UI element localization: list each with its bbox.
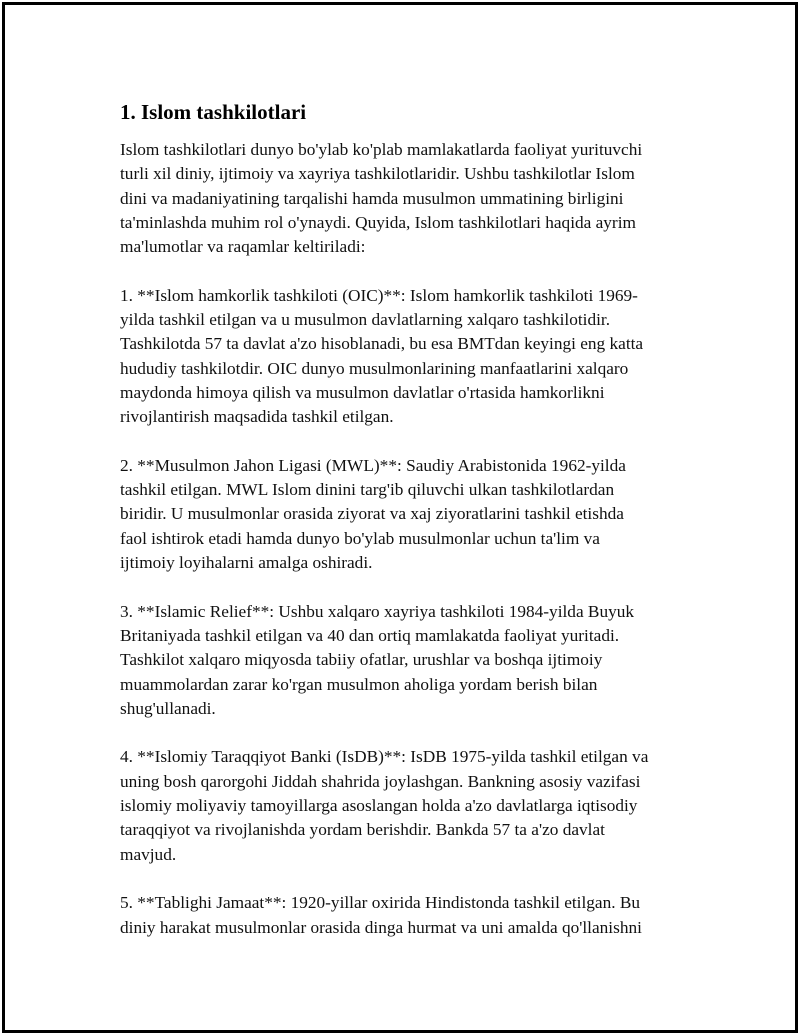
text-line: muammolardan zarar ko'rgan musulmon aholiga yordam berish bilan — [120, 674, 598, 694]
text-line: ma'lumotlar va raqamlar keltiriladi: — [120, 237, 366, 257]
intro-paragraph — [120, 138, 710, 259]
text-line: Tashkilot xalqaro miqyosda tabiiy ofatlar, urushlar va boshqa ijtimoiy — [120, 650, 603, 670]
list-item-mwl — [120, 454, 710, 575]
text-line: Tashkilotda 57 ta davlat a'zo hisoblanadi, bu esa BMTdan keyingi eng katta — [120, 334, 644, 354]
list-item-tablighi-jamaat — [120, 891, 710, 940]
text-line: ta'minlashda muhim rol o'ynaydi. Quyida, Islom tashkilotlari haqida ayrim — [120, 212, 636, 232]
text-line: diniy harakat musulmonlar orasida dinga hurmat va uni amalda qo'llanishni — [120, 917, 642, 937]
text-line: yilda tashkil etilgan va u musulmon davlatlarning xalqaro tashkilotidir. — [120, 310, 611, 330]
text-line: taraqqiyot va rivojlanishda yordam berishdir. Bankda 57 ta a'zo davlat — [120, 820, 605, 840]
text-line: hududiy tashkilotdir. OIC dunyo musulmonlarining manfaatlarini xalqaro — [120, 358, 629, 378]
text-line: shug'ullanadi. — [120, 698, 216, 718]
section-title: 1. Islom tashkilotlari — [120, 100, 307, 124]
list-item-islamic-relief — [120, 600, 710, 721]
text-line: biridir. U musulmonlar orasida ziyorat va xaj ziyoratlarini tashkil etishda — [120, 504, 624, 524]
text-line: 5. **Tablighi Jamaat**: 1920-yillar oxirida Hindistonda tashkil etilgan. Bu — [120, 893, 641, 913]
text-line: dini va madaniyatining tarqalishi hamda musulmon ummatining birligini — [120, 188, 624, 208]
text-line: 3. **Islamic Relief**: Ushbu xalqaro xayriya tashkiloti 1984-yilda Buyuk — [120, 601, 635, 621]
text-line: Britaniyada tashkil etilgan va 40 dan ortiq mamlakatda faoliyat yuritadi. — [120, 625, 620, 645]
text-line: mavjud. — [120, 844, 177, 864]
list-item-isdb — [120, 745, 710, 866]
text-line: turli xil diniy, ijtimoiy va xayriya tashkilotlaridir. Ushbu tashkilotlar Islom — [120, 164, 635, 184]
text-line: Islom tashkilotlari dunyo bo'ylab ko'plab mamlakatlarda faoliyat yurituvchi — [120, 140, 643, 159]
list-item-oic — [120, 284, 710, 430]
text-line: faol ishtirok etadi hamda dunyo bo'ylab musulmonlar uchun ta'lim va — [120, 528, 600, 548]
text-line: uning bosh qarorgohi Jiddah shahrida joylashgan. Bankning asosiy vazifasi — [120, 771, 641, 791]
text-line: 1. **Islom hamkorlik tashkiloti (OIC)**: Islom hamkorlik tashkiloti 1969- — [120, 285, 638, 305]
document-page — [2, 2, 798, 1033]
text-line: ijtimoiy loyihalarni amalga oshiradi. — [120, 553, 373, 573]
document-content — [120, 98, 710, 964]
text-line: 2. **Musulmon Jahon Ligasi (MWL)**: Saudiy Arabistonida 1962-yilda — [120, 455, 626, 475]
text-line: tashkil etilgan. MWL Islom dinini targ'ib qiluvchi ulkan tashkilotlardan — [120, 480, 615, 500]
text-line: islomiy moliyaviy tamoyillarga asoslangan holda a'zo davlatlarga iqtisodiy — [120, 796, 638, 816]
text-line: 4. **Islomiy Taraqqiyot Banki (IsDB)**: IsDB 1975-yilda tashkil etilgan va — [120, 747, 649, 767]
text-line: maydonda himoya qilish va musulmon davlatlar o'rtasida hamkorlikni — [120, 382, 605, 402]
text-line: rivojlantirish maqsadida tashkil etilgan. — [120, 407, 394, 427]
